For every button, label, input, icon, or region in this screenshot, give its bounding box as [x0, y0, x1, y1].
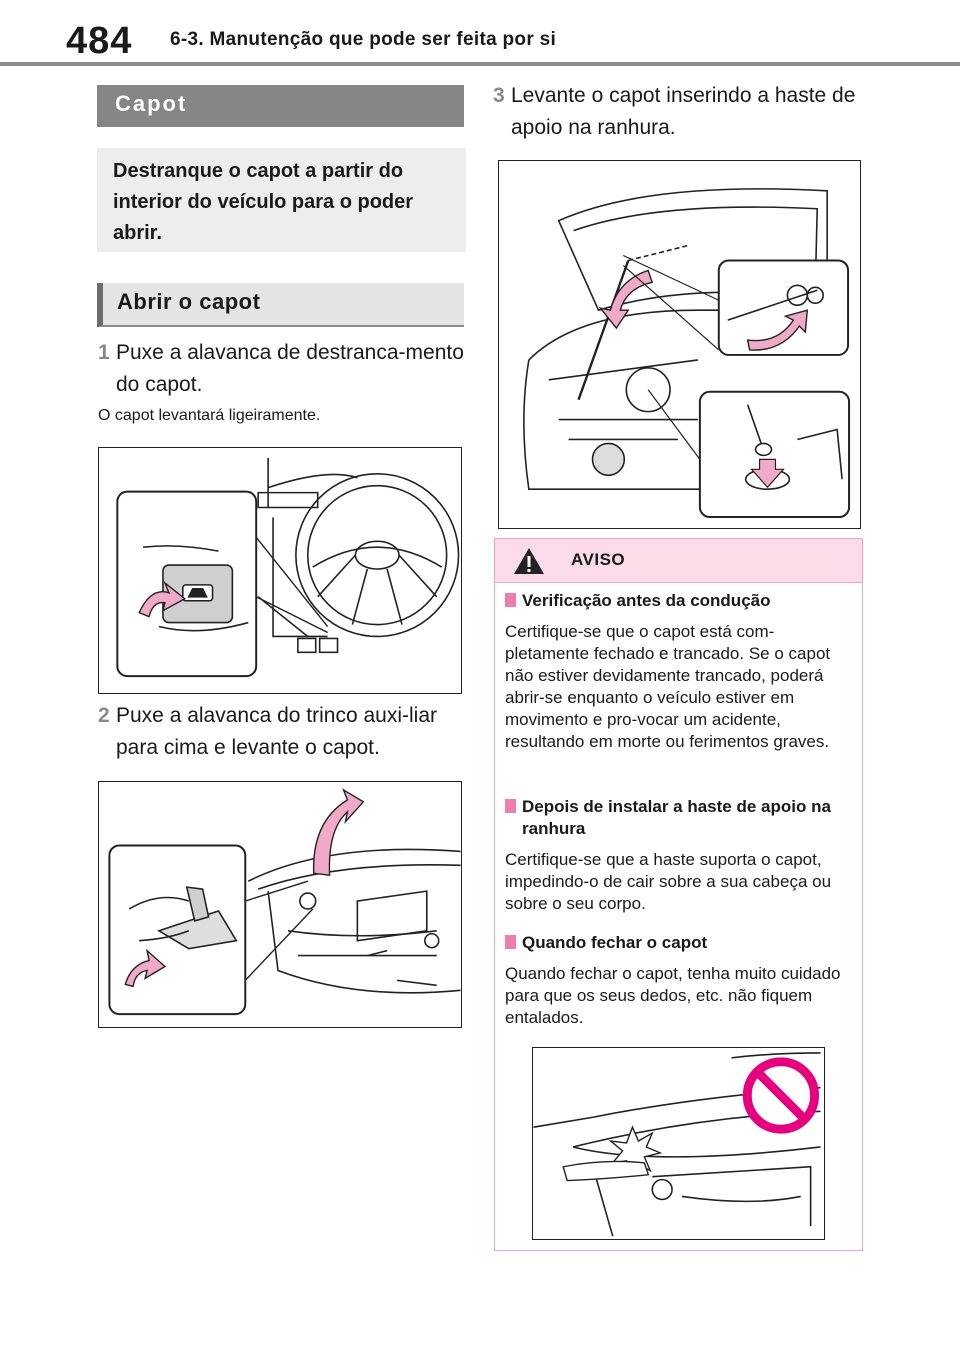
warning-item-heading: Depois de instalar a haste de apoio na ranhura	[522, 797, 831, 838]
bullet-square-icon	[505, 935, 516, 949]
step-number: 3	[493, 84, 505, 107]
auxiliary-catch-figure	[98, 781, 462, 1028]
bullet-square-icon	[505, 593, 516, 607]
bullet-square-icon	[505, 799, 516, 813]
header-rule	[0, 62, 960, 66]
auxiliary-catch-illustration	[99, 782, 461, 1027]
step-2	[98, 700, 470, 764]
hood-release-lever-illustration	[99, 448, 461, 693]
warning-title: AVISO	[571, 550, 626, 569]
warning-item-body: Certifique-se que o capot está com-pletamente fechado e trancado. Se o capot não estiver devidamente trancado, poderá abrir-se enquanto o veículo estiver em movimento e pro-vocar um acidente, resultando em morte ou ferimentos graves.	[505, 622, 831, 751]
warning-item-body: Certifique-se que a haste suporta o capot, impedindo-o de cair sobre a sua cabeça ou sobre o seu corpo.	[505, 850, 832, 913]
warning-item	[505, 796, 855, 915]
support-rod-illustration	[499, 161, 860, 528]
prohibition-icon	[747, 1062, 814, 1129]
support-rod-figure	[498, 160, 861, 529]
warning-item-heading: Verificação antes da condução	[522, 591, 771, 610]
hood-release-lever-figure	[98, 447, 462, 694]
page-header	[0, 0, 960, 66]
sub-heading: Abrir o capot	[97, 283, 464, 327]
step-note: O capot levantará ligeiramente.	[98, 407, 321, 424]
step-number: 2	[98, 704, 110, 727]
step-1	[98, 337, 470, 401]
warning-item-body: Quando fechar o capot, tenha muito cuidado para que os seus dedos, etc. não fiquem entalados.	[505, 964, 841, 1027]
section-title: 6-3. Manutenção que pode ser feita por si	[170, 29, 557, 50]
page-number: 484	[66, 20, 133, 62]
step-text: Levante o capot inserindo a haste de apoio na ranhura.	[511, 84, 856, 139]
warning-item	[505, 590, 855, 753]
capot-banner: Capot	[97, 85, 464, 127]
warning-header	[495, 539, 862, 583]
step-text: Puxe a alavanca do trinco auxi-liar para cima e levante o capot.	[116, 704, 438, 759]
warning-triangle-icon	[513, 547, 545, 575]
step-text: Puxe a alavanca de destranca-mento do capot.	[116, 341, 464, 396]
intro-box: Destranque o capot a partir do interior do veículo para o poder abrir.	[97, 148, 466, 252]
warning-item	[505, 932, 855, 1029]
warning-item-heading: Quando fechar o capot	[522, 933, 708, 952]
step-3	[493, 80, 865, 144]
step-number: 1	[98, 341, 110, 364]
closing-hood-illustration	[533, 1048, 824, 1239]
closing-hood-figure	[532, 1047, 825, 1240]
